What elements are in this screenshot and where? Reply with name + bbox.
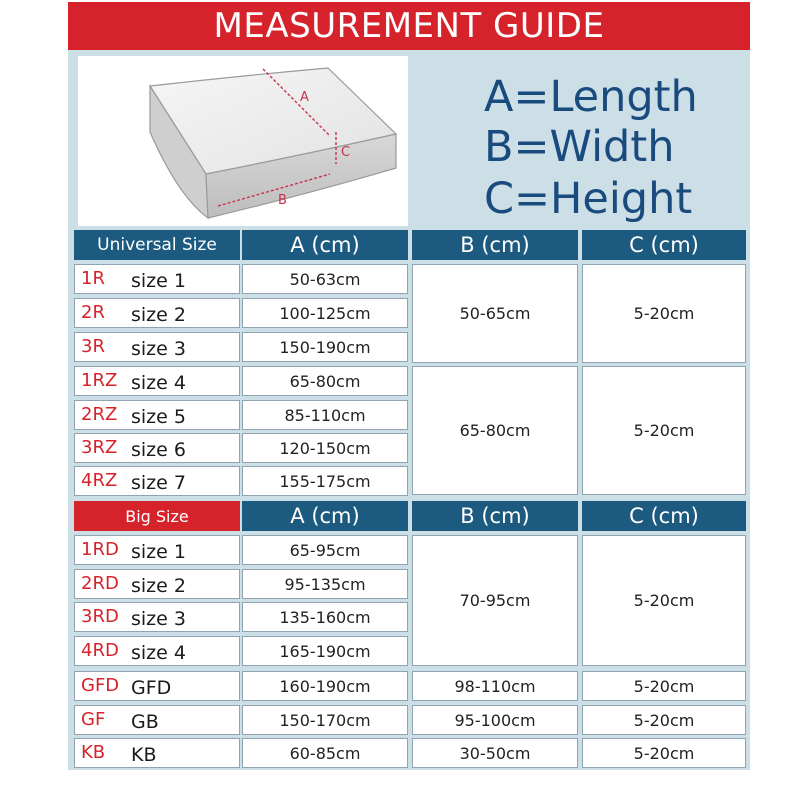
size-name: GFD	[131, 677, 172, 699]
size-row-label	[74, 264, 240, 294]
size-name: size 7	[131, 472, 186, 494]
length-value: 160-190cm	[242, 671, 408, 701]
size-row-label	[74, 602, 240, 632]
length-value: 60-85cm	[242, 738, 408, 768]
size-code: GF	[81, 709, 106, 730]
universal-a-header: A (cm)	[242, 230, 408, 260]
size-code: 2R	[81, 302, 105, 323]
length-value: 65-95cm	[242, 535, 408, 565]
size-row-label	[74, 738, 240, 768]
legend-width: B=Width	[484, 122, 675, 172]
size-code: 1RD	[81, 539, 119, 560]
size-code: 2RD	[81, 573, 119, 594]
universal-c-header: C (cm)	[582, 230, 746, 260]
length-value: 100-125cm	[242, 298, 408, 328]
universal-group2-b: 65-80cm	[412, 366, 578, 495]
size-name: KB	[131, 744, 157, 766]
universal-group1-c: 5-20cm	[582, 264, 746, 363]
size-name: GB	[131, 711, 159, 733]
universal-group1-b: 50-65cm	[412, 264, 578, 363]
length-value: 135-160cm	[242, 602, 408, 632]
size-row-label	[74, 671, 240, 701]
size-code: 4RZ	[81, 470, 118, 491]
width-value: 95-100cm	[412, 705, 578, 735]
big-c-header: C (cm)	[582, 501, 746, 531]
size-row-label	[74, 332, 240, 362]
page-title: MEASUREMENT GUIDE	[68, 2, 750, 50]
dimension-b-label: B	[278, 193, 287, 208]
size-name: size 3	[131, 338, 186, 360]
length-value: 120-150cm	[242, 433, 408, 463]
height-value: 5-20cm	[582, 738, 746, 768]
size-row-label	[74, 400, 240, 430]
length-value: 150-170cm	[242, 705, 408, 735]
size-name: size 4	[131, 372, 186, 394]
size-code: KB	[81, 742, 106, 763]
size-code: GFD	[81, 675, 120, 696]
size-code: 3RD	[81, 606, 119, 627]
size-name: size 6	[131, 439, 186, 461]
size-code: 4RD	[81, 640, 119, 661]
size-code: 1R	[81, 268, 105, 289]
big-a-header: A (cm)	[242, 501, 408, 531]
size-name: size 2	[131, 304, 186, 326]
legend-length: A=Length	[484, 72, 698, 122]
length-value: 165-190cm	[242, 636, 408, 666]
big-group-b: 70-95cm	[412, 535, 578, 666]
size-code: 1RZ	[81, 370, 118, 391]
size-row-label	[74, 705, 240, 735]
size-code: 3R	[81, 336, 105, 357]
universal-group2-c: 5-20cm	[582, 366, 746, 495]
size-row-label	[74, 366, 240, 396]
size-row-label	[74, 433, 240, 463]
size-name: size 4	[131, 642, 186, 664]
size-row-label	[74, 569, 240, 599]
size-row-label	[74, 535, 240, 565]
big-size-header: Big Size	[74, 501, 240, 531]
legend-height: C=Height	[484, 174, 693, 224]
size-row-label	[74, 466, 240, 496]
size-row-label	[74, 636, 240, 666]
cushion-illustration	[78, 56, 408, 226]
length-value: 150-190cm	[242, 332, 408, 362]
width-value: 98-110cm	[412, 671, 578, 701]
universal-size-header: Universal Size	[74, 230, 240, 260]
height-value: 5-20cm	[582, 705, 746, 735]
size-code: 3RZ	[81, 437, 118, 458]
size-name: size 1	[131, 270, 186, 292]
length-value: 155-175cm	[242, 466, 408, 496]
length-value: 50-63cm	[242, 264, 408, 294]
cushion-icon	[78, 56, 408, 226]
dimension-legend	[410, 56, 746, 226]
height-value: 5-20cm	[582, 671, 746, 701]
size-name: size 2	[131, 575, 186, 597]
length-value: 95-135cm	[242, 569, 408, 599]
big-b-header: B (cm)	[412, 501, 578, 531]
dimension-a-label: A	[300, 90, 309, 105]
length-value: 65-80cm	[242, 366, 408, 396]
size-name: size 3	[131, 608, 186, 630]
big-group-c: 5-20cm	[582, 535, 746, 666]
size-name: size 5	[131, 406, 186, 428]
universal-b-header: B (cm)	[412, 230, 578, 260]
length-value: 85-110cm	[242, 400, 408, 430]
size-row-label	[74, 298, 240, 328]
width-value: 30-50cm	[412, 738, 578, 768]
size-code: 2RZ	[81, 404, 118, 425]
size-name: size 1	[131, 541, 186, 563]
dimension-c-label: C	[341, 145, 351, 160]
